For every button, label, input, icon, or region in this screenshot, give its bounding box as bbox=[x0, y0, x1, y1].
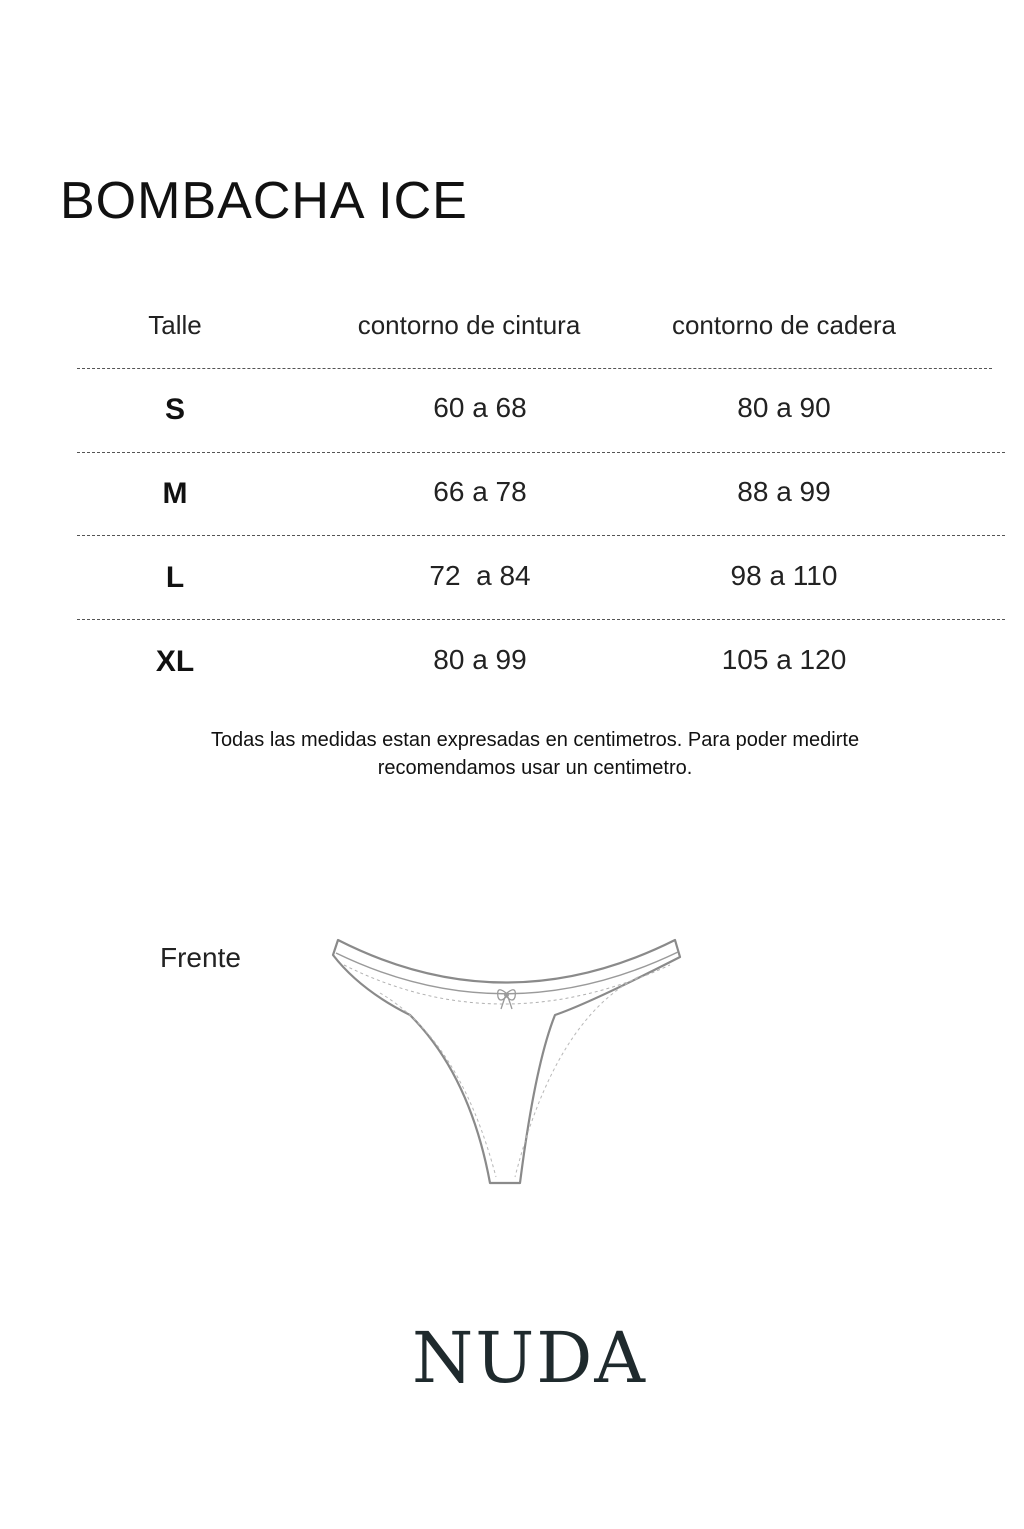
table-divider bbox=[77, 452, 1005, 453]
header-cintura: contorno de cintura bbox=[357, 310, 581, 340]
panty-front-illustration-icon bbox=[320, 925, 700, 1195]
cintura-value: 72 a 84 bbox=[429, 560, 531, 591]
cadera-value: 80 a 90 bbox=[737, 392, 831, 423]
size-label: M bbox=[162, 477, 188, 510]
cintura-value: 60 a 68 bbox=[433, 392, 527, 423]
cadera-value: 98 a 110 bbox=[730, 560, 838, 591]
size-label: L bbox=[165, 561, 185, 594]
cadera-value: 105 a 120 bbox=[721, 644, 847, 675]
measurement-note bbox=[100, 726, 970, 782]
table-row bbox=[0, 388, 1024, 448]
note-line-1: Todas las medidas estan expresadas en centimetros. Para poder medirte bbox=[210, 729, 860, 751]
illustration-label: Frente bbox=[160, 942, 241, 973]
cadera-value: 88 a 99 bbox=[737, 476, 831, 507]
header-cadera: contorno de cadera bbox=[671, 310, 897, 340]
header-talle: Talle bbox=[148, 310, 202, 340]
table-row bbox=[0, 472, 1024, 532]
cintura-value: 80 a 99 bbox=[433, 644, 527, 675]
table-divider bbox=[77, 535, 1005, 536]
size-label: S bbox=[164, 393, 185, 426]
table-row bbox=[0, 640, 1024, 700]
note-line-2: recomendamos usar un centimetro. bbox=[377, 757, 693, 779]
table-divider bbox=[77, 368, 992, 369]
table-row bbox=[0, 556, 1024, 616]
cintura-value: 66 a 78 bbox=[433, 476, 527, 507]
brand-logo: NUDA bbox=[412, 1317, 647, 1399]
table-divider bbox=[77, 619, 1005, 620]
page-title: BOMBACHA ICE bbox=[60, 172, 468, 230]
size-label: XL bbox=[155, 645, 195, 678]
